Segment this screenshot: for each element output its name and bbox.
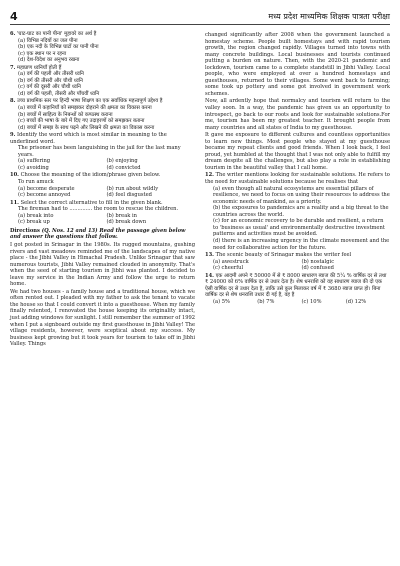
question-number: 9. xyxy=(10,132,16,139)
option-d: (d) देश-विदेश का अनुभव रखना xyxy=(18,57,80,64)
option-d: (d) there is an increasing urgency in the climate movement and the need for collaborative action for the future. xyxy=(213,237,390,251)
options-list xyxy=(205,186,390,251)
option-b: (b) run about wildly xyxy=(106,185,159,192)
passage-paragraph: changed significantly after 2008 when the government launched a homestay scheme. People built homestays and with rapid tourism growth, the region changed rapidly. Villages turned into towns with many concrete buildings. Local businesses and tourists continued putting a burden on nature. Then, with the 2020-21 pandemic and lockdown, tourism came to a complete standstill in Jibhi Valley. Local people, who were employed at over a hundred homestays and guesthouses, returned to their villages. Some went back to farming; some took up pottery and some got involved in government work schemes. xyxy=(205,32,390,97)
option-c: (c) cheerful xyxy=(213,265,244,272)
question-number: 12. xyxy=(205,172,214,179)
question-stem: Choose the meaning of the idiom/phrase given below. xyxy=(20,172,161,179)
question-number: 14. xyxy=(205,272,214,279)
question-stem: Select the correct alternative to fill in the given blank. xyxy=(20,199,163,206)
option-c: (c) बच्चों की भाषा के बारे में दिए गए उदाहरणों को समझकर बताना xyxy=(18,118,145,125)
question-number: 8. xyxy=(10,98,16,105)
directions-text: (Q. Nos. 12 and 13) Read the passage given below and answer the questions that follow. xyxy=(10,227,186,241)
passage-paragraph: Now, all ardently hope that normalcy and tourism will return to the valley soon. In a way, the pandemic has given us an opportunity to introspect, go back to our roots and look for sustainable solutions.For me, tourism has been my greatest teacher. It brought people from many countries and all states of India to my guesthouse. xyxy=(205,98,390,131)
option-d: (d) 12% xyxy=(345,298,367,305)
option-c: (c) एक स्थान पर न रहना xyxy=(18,50,67,57)
option-b: (b) the exposures to pandemics are a reality and a big threat to the countries across the world. xyxy=(213,205,389,218)
directions-label: Directions xyxy=(10,227,40,234)
question-number: 10. xyxy=(10,172,19,179)
option-a: (a) suffering xyxy=(18,158,51,165)
question-11 xyxy=(10,200,195,226)
option-b: (b) nostalgic xyxy=(301,258,335,265)
option-c: (c) become annoyed xyxy=(18,192,71,199)
question-stem: The scenic beauty of Srinagar makes the writer feel xyxy=(215,252,352,259)
question-12 xyxy=(205,172,390,251)
header-title: मध्य प्रदेश माध्यमिक शिक्षक पात्रता परीक्षा xyxy=(268,11,390,21)
option-a: (a) बच्चों में कहानियाँ को समझकर दोहराने की क्षमता का विकास करना xyxy=(18,105,152,112)
option-a: (a) विभिन्न नदियों का जल पीना xyxy=(18,37,78,44)
option-d: (d) confused xyxy=(301,265,334,272)
passage-paragraph: It gave me exposure to different cultures and countless opportunities to learn new things. Most people who stayed at my guesthouse became my repeat clients and good friends. When I look back, I feel proud, yet humbled at the thought that I was not only able to fulfill my dream despite all the challenges, but also play a role in establishing tourism in the beautiful valley that I call home. xyxy=(205,132,390,171)
option-b: (b) बच्चों में साहित्य के निबन्धों को कण्ठस्थ कराना xyxy=(18,111,113,118)
option-c: (c) for an economic recovery to be durable and resilient, a return to 'business as usual' and environmentally destructive investment patterns and activities must be avoided. xyxy=(213,218,385,238)
options-grid xyxy=(10,213,195,226)
option-b: (b) वर्ग की तीसरी और चौथी ध्वनि xyxy=(18,77,83,84)
question-sentence: The fireman had to .............. the room to rescue the children. xyxy=(18,206,179,213)
right-column xyxy=(205,31,390,349)
question-number: 11. xyxy=(10,199,19,206)
options-grid xyxy=(205,259,390,272)
question-stem: 'घाट-घाट का पानी पीना' मुहावरे का अर्थ है xyxy=(17,31,97,37)
question-13 xyxy=(205,252,390,272)
passage-directions xyxy=(10,228,195,241)
question-10 xyxy=(10,172,195,198)
option-a: (a) awestruck xyxy=(213,258,249,265)
question-number: 6. xyxy=(10,31,16,37)
question-number: 7. xyxy=(10,64,16,71)
left-column xyxy=(10,31,195,349)
option-d: (d) feel disgusted xyxy=(106,192,152,199)
option-c: (c) वर्ग की दूसरी और चौथी ध्वनि xyxy=(18,84,81,91)
options-grid xyxy=(205,299,390,306)
option-d: (d) वर्ग की पहली, तीसरी और पाँचवीं ध्वनि xyxy=(18,90,100,97)
option-d: (d) बच्चों में समझ के साथ पढ़ने और लिखने की क्षमता का विकास करना xyxy=(18,124,155,131)
question-6 xyxy=(10,31,195,64)
option-b: (b) enjoying xyxy=(106,158,138,165)
option-a: (a) 5% xyxy=(213,298,230,305)
idiom-text: To run amuck xyxy=(18,179,54,186)
question-7 xyxy=(10,65,195,98)
question-stem: Identify the word which is most similar in meaning to the underlined word. xyxy=(10,132,167,145)
option-b: (b) एक नदी के विभिन्न घाटों का पानी पीना xyxy=(18,44,99,51)
passage-paragraph: We had two houses - a family house and a traditional house, which we often rented out. I pleaded with my father to ask the tenant to vacate the house so that I could convert it into a guesthouse. When my family finally relented, I renovated the house keeping its originality intact, just adding windows for sunlight. I still remember the summer of 1992 when I put a signboard outside my first guesthouse in Jibhi Valley! The village residents, however, were sceptical about my success. My business kept growing but it took years for tourism to take off in Jibhi Valley. Things xyxy=(10,288,196,348)
option-c: (c) break up xyxy=(18,219,50,226)
question-9 xyxy=(10,132,195,171)
question-stem: महाप्राण ध्वनियाँ होती हैं xyxy=(17,64,62,71)
page-header xyxy=(10,8,390,25)
option-c: (c) 10% xyxy=(301,298,322,305)
content-columns xyxy=(10,31,390,349)
option-b: (b) break in xyxy=(106,212,137,219)
question-8 xyxy=(10,98,195,131)
option-d: (d) break down xyxy=(106,219,147,226)
passage-paragraph: I got posted in Srinagar in the 1980s. Its rugged mountains, gushing rivers and vast meadows reminded me of the landscapes of my native place - the Jibhi Valley in Himachal Pradesh. Unlike Srinagar that saw numerous tourists, Jibhi Valley remained clouded in anonymity. That's when the seed of starting tourism in Jibhi was planted. I decided to leave my service in the Indian Army and follow the urge to return home. xyxy=(10,241,195,288)
question-stem: The writer mentions looking for sustainable solutions. He refers to the need for sustainable solutions because he realises that xyxy=(205,172,390,186)
page-number: 4 xyxy=(10,9,18,23)
question-stem: उच्च प्राथमिक स्तर पर हिन्दी भाषा शिक्षण का एक सर्वाधिक महत्त्वपूर्ण उद्देश्य है xyxy=(17,98,163,105)
question-stem: एक आदमी अपने ₹ 50000 में से ₹ 8000 साधारण ब्याज की 5¼ % वार्षिक दर से तथा ₹ 24000 को 6% वार्षिक दर से उधार देता है। शेष धनराशि को वह साधारण ब्याज की दो एक ऐसी वार्षिक दर से उधार देता है, ताकि उसे कुल मिलाकर वर्ष में ₹ 3680 ब्याज प्राप्त हो। बिना वार्षिक दर से शेष धनराशि उधार दी गई है, वह है xyxy=(205,272,387,299)
question-14 xyxy=(205,273,390,306)
option-a: (a) break into xyxy=(18,212,54,219)
option-a: (a) become desperate xyxy=(18,185,75,192)
question-number: 13. xyxy=(205,252,214,259)
option-a: (a) even though all natural ecosystems are essential pillars of resilience, we need to focus on using their resources to address the economic needs of mankind, as a priority. xyxy=(213,185,390,205)
option-b: (b) 7% xyxy=(257,298,275,305)
options-grid xyxy=(10,186,195,199)
option-a: (a) वर्ग की पहली और तीसरी ध्वनि xyxy=(18,71,84,78)
option-c: (c) avoiding xyxy=(18,164,49,171)
options-grid xyxy=(10,158,195,171)
question-sentence: The prisoner has been languishing in the jail for the last many years. xyxy=(18,145,181,158)
option-d: (d) convicted xyxy=(106,164,141,171)
